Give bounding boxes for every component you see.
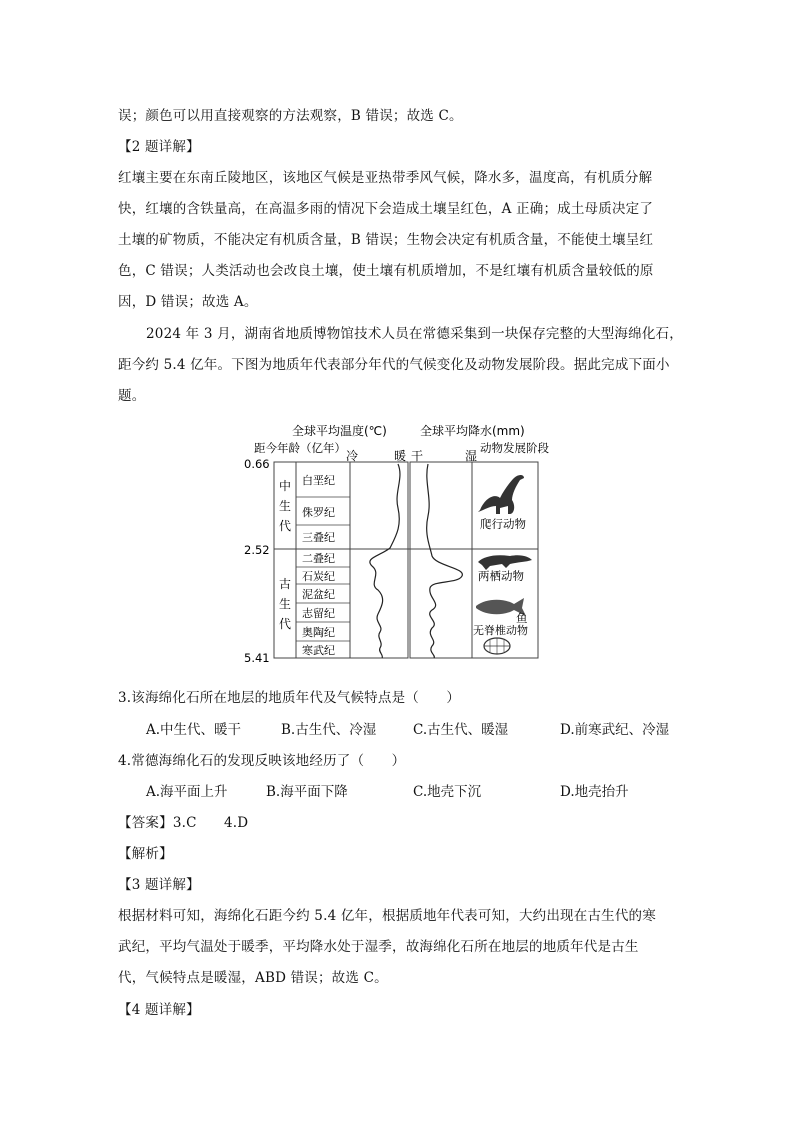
animal-reptile: 爬行动物 — [480, 517, 526, 531]
header-age: 距今年龄（亿年） — [254, 441, 346, 455]
period-cambrian: 寒武纪 — [302, 644, 335, 657]
period-devonian: 泥盆纪 — [302, 588, 335, 601]
text-line: 代，气候特点是暖湿，ABD 错误；故选 C。 — [118, 970, 388, 986]
text-line: 距今约 5.4 亿年。下图为地质年代表部分年代的气候变化及动物发展阶段。据此完成下面小 — [118, 357, 670, 373]
text-line: 题。 — [118, 388, 146, 404]
question-3: 3.该海绵化石所在地层的地质年代及气候特点是（ ） — [118, 690, 461, 706]
q3-option-a: A.中生代、暖干 — [146, 722, 242, 738]
header-temperature: 全球平均温度(℃) — [292, 424, 387, 438]
q4-option-a: A.海平面上升 — [146, 784, 228, 800]
period-ordovician: 奥陶纪 — [302, 626, 335, 639]
age-label-bottom: 5.41 — [244, 651, 270, 665]
q3-option-c: C.古生代、暖湿 — [413, 722, 509, 738]
period-permian: 二叠纪 — [302, 552, 335, 565]
temperature-frame — [274, 462, 408, 658]
era-paleozoic-1: 古 — [279, 577, 292, 591]
q4-option-b: B.海平面下降 — [266, 784, 348, 800]
label-wet: 湿 — [465, 449, 478, 463]
answer-value: 3.C 4.D — [172, 815, 249, 831]
period-carboniferous: 石炭纪 — [302, 570, 335, 583]
era-paleozoic-2: 生 — [279, 597, 292, 611]
era-paleozoic-3: 代 — [279, 617, 292, 631]
section-heading: 【2 题详解】 — [118, 139, 200, 155]
period-silurian: 志留纪 — [302, 607, 335, 620]
q3-option-d: D.前寒武纪、冷湿 — [560, 722, 670, 738]
q4-option-d: D.地壳抬升 — [560, 784, 629, 800]
answer-line — [118, 811, 248, 831]
age-label-mid: 2.52 — [244, 543, 270, 557]
text-line: 根据材料可知，海绵化石距今约 5.4 亿年，根据质地年代表可知，大约出现在古生代的寒 — [118, 908, 656, 924]
text-line: 因，D 错误；故选 A。 — [118, 294, 258, 310]
trilobite-icon — [484, 638, 510, 654]
header-animals: 动物发展阶段 — [480, 441, 549, 455]
text-line: 土壤的矿物质，不能决定有机质含量，B 错误；生物会决定有机质含量，不能使土壤呈红 — [118, 232, 654, 248]
era-mesozoic-2: 生 — [279, 499, 292, 513]
era-mesozoic-3: 代 — [279, 519, 292, 533]
temperature-curve — [370, 464, 400, 658]
answer-label: 【答案】 — [118, 815, 173, 831]
question-4: 4.常德海绵化石的发现反映该地经历了（ ） — [118, 753, 406, 769]
analysis-heading: 【解析】 — [118, 846, 173, 862]
period-cretaceous: 白垩纪 — [302, 474, 335, 487]
dinosaur-icon — [478, 475, 524, 514]
amphibian-icon — [478, 555, 532, 570]
precipitation-curve — [427, 464, 463, 658]
text-line: 色，C 错误；人类活动也会改良土壤，使土壤有机质增加，不是红壤有机质含量较低的原 — [118, 263, 654, 279]
header-precipitation: 全球平均降水(mm) — [420, 424, 525, 438]
label-warm: 暖 — [394, 449, 407, 463]
q4-option-c: C.地壳下沉 — [413, 784, 482, 800]
label-cold: 冷 — [346, 449, 359, 463]
label-dry: 干 — [411, 449, 424, 463]
animal-fish: 鱼 — [516, 611, 528, 625]
text-line: 武纪，平均气温处于暖季，平均降水处于湿季，故海绵化石所在地层的地质年代是古生 — [118, 939, 639, 955]
animal-amphibian: 两栖动物 — [478, 569, 524, 583]
period-jurassic: 侏罗纪 — [302, 506, 335, 519]
age-label-top: 0.66 — [244, 457, 270, 471]
q4-detail-heading: 【4 题详解】 — [118, 1002, 200, 1018]
text-line: 2024 年 3 月，湖南省地质博物馆技术人员在常德采集到一块保存完整的大型海绵化石， — [146, 326, 683, 342]
text-line: 快，红壤的含铁量高，在高温多雨的情况下会造成土壤呈红色，A 正确；成土母质决定了 — [118, 201, 654, 217]
q3-option-b: B.古生代、冷湿 — [281, 722, 377, 738]
text-line: 红壤主要在东南丘陵地区，该地区气候是亚热带季风气候，降水多，温度高，有机质分解 — [118, 170, 653, 186]
era-mesozoic-1: 中 — [279, 479, 292, 493]
animal-invertebrate: 无脊椎动物 — [473, 624, 528, 637]
text-line: 误；颜色可以用直接观察的方法观察，B 错误；故选 C。 — [118, 108, 463, 124]
period-triassic: 三叠纪 — [302, 531, 335, 544]
q3-detail-heading: 【3 题详解】 — [118, 877, 200, 893]
